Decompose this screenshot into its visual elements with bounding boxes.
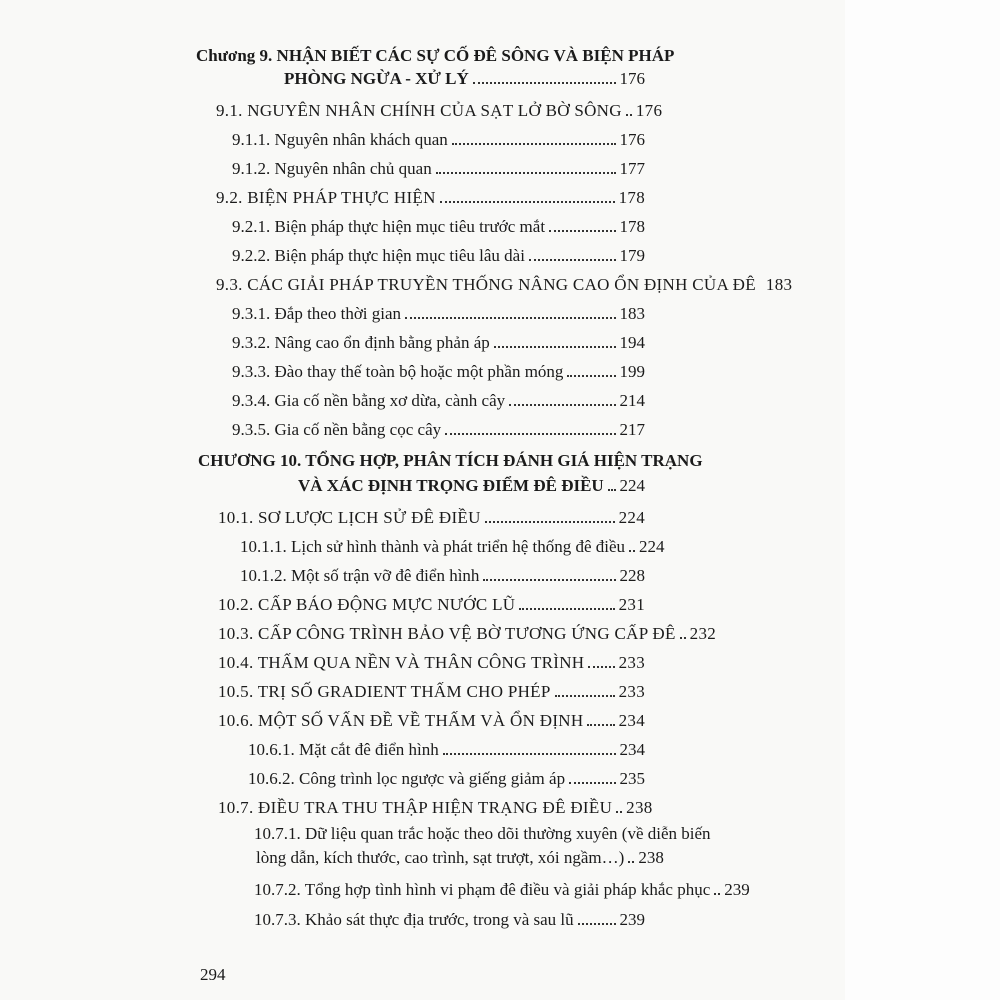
toc-entry-10-1-1[interactable] [240,529,665,557]
toc-entry-text: 9.3. CÁC GIẢI PHÁP TRUYỀN THỐNG NÂNG CAO ỔN ĐỊNH CỦA ĐÊ [216,275,756,294]
leader-dots [578,923,616,925]
leader-dots [628,861,634,863]
toc-entry-10-7-3[interactable] [254,902,645,930]
toc-entry-text: 9.2.2. Biện pháp thực hiện mục tiêu lâu dài [232,246,525,265]
leader-dots [626,114,632,116]
toc-entry-page: 217 [619,420,645,439]
toc-entry-text: 9.1. NGUYÊN NHÂN CHÍNH CỦA SẠT LỞ BỜ SÔNG [216,101,622,120]
toc-entry-9-3-2[interactable] [232,325,645,353]
toc-entry-9-3-4[interactable] [232,383,645,411]
toc-entry-page: 177 [619,159,645,178]
toc-entry-10-1-2[interactable] [240,558,645,586]
leader-dots [567,375,615,377]
toc-entry-9-3[interactable] [216,267,793,295]
toc-entry-text: 9.3.1. Đắp theo thời gian [232,304,402,323]
toc-entry-page: 176 [619,130,645,149]
toc-entry-page: 238 [638,848,664,867]
toc-entry-text: 10.1.2. Một số trận vỡ đê điển hình [240,566,480,585]
toc-entry-page: 239 [619,910,645,929]
toc-entry-10-7[interactable] [218,790,653,818]
toc-entry-page: 199 [619,362,645,381]
toc-entry-text: 9.1.2. Nguyên nhân chủ quan [232,159,432,178]
toc-entry-10-5[interactable] [218,674,645,702]
toc-entry-page: 179 [619,246,645,265]
toc-entry-9-1-1[interactable] [232,122,645,150]
leader-dots [405,317,615,319]
leader-dots [436,172,616,174]
leader-dots [629,550,635,552]
leader-dots [494,346,616,348]
toc-entry-10-2[interactable] [218,587,645,615]
leader-dots [440,201,615,203]
chapter-9-entry[interactable] [284,61,645,89]
toc-entry-text: 10.6.2. Công trình lọc ngược và giếng giảm áp [248,769,566,788]
toc-entry-text: 10.6. MỘT SỐ VẤN ĐỀ VỀ THẤM VÀ ỔN ĐỊNH [218,711,584,730]
toc-entry-text: lòng dẫn, kích thước, cao trình, sạt trượt, xói ngầm…) [256,848,625,867]
leader-dots [608,489,616,491]
leader-dots [587,724,614,726]
toc-entry-text: 10.7.3. Khảo sát thực địa trước, trong và sau lũ [254,910,574,929]
leader-dots [485,521,615,523]
toc-entry-page: 232 [689,624,717,643]
toc-entry-page: 194 [619,333,645,352]
toc-entry-page: 235 [619,769,645,788]
toc-entry-page: 178 [618,188,645,207]
toc-entry-9-2[interactable] [216,180,645,208]
toc-entry-text: 9.2. BIỆN PHÁP THỰC HIỆN [216,188,436,207]
toc-entry-page: 176 [635,101,663,120]
leader-dots [443,753,616,755]
toc-entry-text: 10.1.1. Lịch sử hình thành và phát triển hệ thống đê điều [240,537,626,556]
toc-entry-text: 10.2. CẤP BÁO ĐỘNG MỰC NƯỚC LŨ [218,595,516,614]
chapter-10-title-line1: CHƯƠNG 10. TỔNG HỢP, PHÂN TÍCH ĐÁNH GIÁ HIỆN TRẠNG [198,451,703,470]
toc-entry-page: 233 [618,653,645,672]
toc-entry-9-3-1[interactable] [232,296,645,324]
toc-entry-10-3[interactable] [218,616,717,644]
leader-dots [483,579,615,581]
leader-dots [549,230,615,232]
toc-entry-text: 10.7.2. Tổng hợp tình hình vi phạm đê điều và giải pháp khắc phục [254,880,711,899]
toc-entry-page: 183 [765,275,793,294]
toc-entry-page: 234 [619,740,645,759]
toc-entry-10-7-1-line1[interactable]: 10.7.1. Dữ liệu quan trắc hoặc theo dõi thường xuyên (về diễn biến [254,824,711,843]
toc-entry-10-7-1[interactable] [256,840,664,868]
chapter-9-title-line2: PHÒNG NGỪA - XỬ LÝ [284,69,469,88]
toc-entry-text: 10.6.1. Mặt cắt đê điển hình [248,740,439,759]
toc-entry-10-6-2[interactable] [248,761,645,789]
toc-entry-page: 214 [619,391,645,410]
toc-entry-text: 10.1. SƠ LƯỢC LỊCH SỬ ĐÊ ĐIỀU [218,508,481,527]
leader-dots [445,433,615,435]
toc-entry-text: 9.3.3. Đào thay thế toàn bộ hoặc một phần móng [232,362,564,381]
leader-dots [569,782,615,784]
toc-entry-9-1[interactable] [216,93,663,121]
toc-entry-text: 10.3. CẤP CÔNG TRÌNH BẢO VỆ BỜ TƯƠNG ỨNG CẤP ĐÊ [218,624,676,643]
toc-entry-10-7-2[interactable] [254,872,750,900]
page-number: 294 [200,965,226,984]
chapter-9-page: 176 [619,69,645,88]
leader-dots [714,893,720,895]
toc-entry-page: 239 [724,880,750,899]
toc-entry-text: 10.4. THẤM QUA NỀN VÀ THÂN CÔNG TRÌNH [218,653,585,672]
toc-entry-10-1[interactable] [218,500,645,528]
toc-entry-9-3-5[interactable] [232,412,645,440]
toc-entry-page: 233 [618,682,645,701]
toc-entry-page: 178 [619,217,645,236]
toc-entry-page: 224 [618,508,645,527]
leader-dots [680,637,686,639]
toc-entry-page: 231 [618,595,645,614]
toc-entry-text: 9.3.4. Gia cố nền bằng xơ dừa, cành cây [232,391,506,410]
toc-entry-text: 9.3.2. Nâng cao ổn định bằng phản áp [232,333,490,352]
toc-entry-9-3-3[interactable] [232,354,645,382]
leader-dots [555,695,615,697]
leader-dots [616,811,622,813]
toc-entry-text: 9.1.1. Nguyên nhân khách quan [232,130,448,149]
toc-entry-9-1-2[interactable] [232,151,645,179]
toc-entry-text: 9.2.1. Biện pháp thực hiện mục tiêu trước mắt [232,217,546,236]
toc-entry-page: 228 [619,566,645,585]
leader-dots [760,288,762,290]
toc-entry-10-6[interactable] [218,703,645,731]
toc-entry-10-6-1[interactable] [248,732,645,760]
leader-dots [519,608,614,610]
chapter-9-title-line1: Chương 9. NHẬN BIẾT CÁC SỰ CỐ ĐÊ SÔNG VÀ BIỆN PHÁP [196,46,675,65]
leader-dots [509,404,615,406]
toc-entry-page: 183 [619,304,645,323]
toc-entry-page: 238 [626,798,653,817]
toc-entry-text: 10.5. TRỊ SỐ GRADIENT THẤM CHO PHÉP [218,682,551,701]
toc-entry-page: 224 [639,537,665,556]
toc-entry-text: 9.3.5. Gia cố nền bằng cọc cây [232,420,442,439]
toc-entry-page: 234 [618,711,645,730]
toc-entry-9-2-1[interactable] [232,209,645,237]
leader-dots [529,259,616,261]
toc-entry-9-2-2[interactable] [232,238,645,266]
page-edge-background [845,0,1000,1000]
leader-dots [452,143,616,145]
toc-entry-text: 10.7. ĐIỀU TRA THU THẬP HIỆN TRẠNG ĐÊ ĐIỀU [218,798,613,817]
chapter-10-title-line2: VÀ XÁC ĐỊNH TRỌNG ĐIỂM ĐÊ ĐIỀU [298,476,604,495]
leader-dots [473,82,616,84]
toc-entry-10-4[interactable] [218,645,645,673]
chapter-10-page: 224 [619,476,645,495]
chapter-10-entry[interactable] [298,468,645,496]
leader-dots [588,666,614,668]
